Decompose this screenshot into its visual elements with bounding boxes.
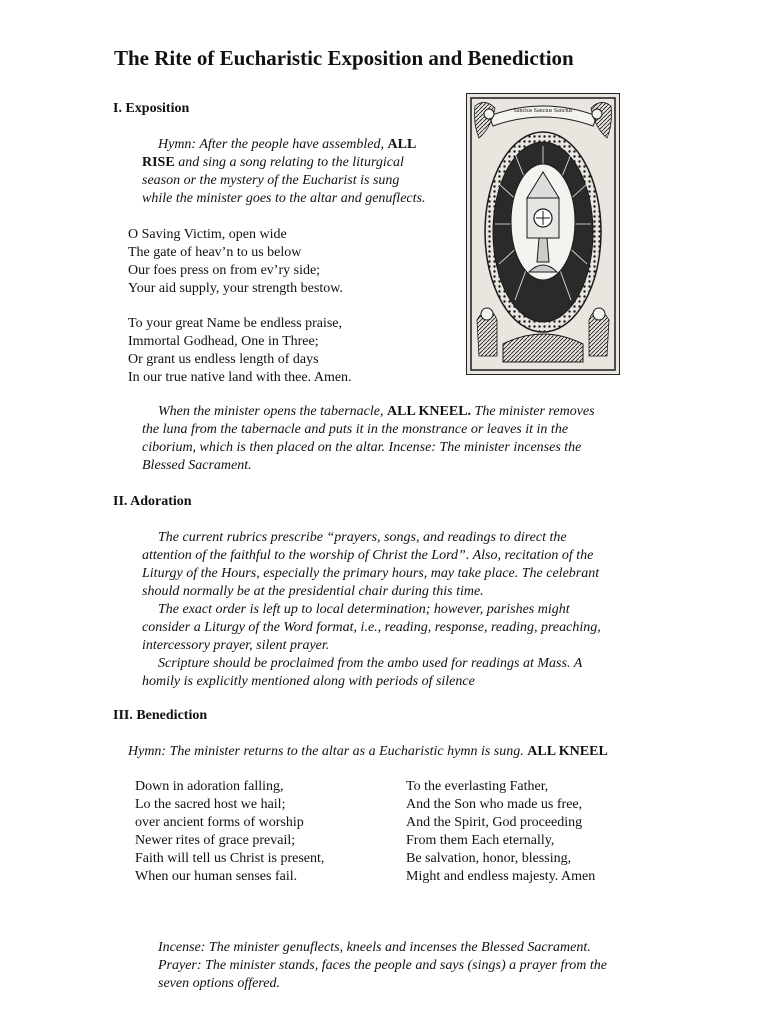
verse-line: Immortal Godhead, One in Three; — [128, 334, 319, 349]
adoration-line: intercessory prayer, silent prayer. — [142, 638, 330, 653]
verse-line: Or grant us endless length of days — [128, 352, 319, 367]
prayer-instruction: Prayer: The minister stands, faces the people and says (sings) a prayer from the — [158, 958, 607, 973]
section-heading-exposition: I. Exposition — [113, 101, 190, 116]
adoration-line: Liturgy of the Hours, especially the primary hours, may take place. The celebrant — [142, 566, 600, 581]
verse-line: In our true native land with thee. Amen. — [128, 370, 352, 385]
section-heading-benediction: III. Benediction — [113, 708, 208, 723]
closing-instructions — [158, 939, 607, 993]
verse-line: To the everlasting Father, — [406, 779, 549, 794]
adoration-line: consider a Liturgy of the Word format, i.e., reading, response, reading, preaching, — [142, 620, 601, 635]
hymn-verse-2 — [128, 315, 352, 387]
verse-line: From them Each eternally, — [406, 833, 555, 848]
verse-line: Be salvation, honor, blessing, — [406, 851, 572, 866]
verse-line: Down in adoration falling, — [135, 779, 284, 794]
verse-line: The gate of heav’n to us below — [128, 245, 302, 260]
instruction-text: The minister removes — [471, 404, 595, 419]
verse-line: When our human senses fail. — [135, 869, 298, 884]
document-title: The Rite of Eucharistic Exposition and Benediction — [114, 46, 574, 70]
verse-line: And the Son who made us free, — [406, 797, 583, 812]
benediction-verse-right — [406, 778, 595, 886]
verse-line: To your great Name be endless praise, — [128, 316, 342, 331]
adoration-line: attention of the faithful to the worship of Christ the Lord”. Also, recitation of the — [142, 548, 594, 563]
adoration-line: should normally be at the presidential chair during this time. — [142, 584, 484, 599]
hymn-instruction-text: and sing a song relating to the liturgical — [174, 155, 404, 170]
monstrance-holy-card-icon — [466, 93, 620, 375]
rise-bold: RISE — [142, 155, 175, 170]
benediction-verse-left — [135, 778, 324, 886]
verse-line: Our foes press on from ev’ry side; — [128, 263, 321, 278]
verse-line: Faith will tell us Christ is present, — [135, 851, 325, 866]
verse-line: Might and endless majesty. Amen — [406, 869, 596, 884]
tabernacle-instruction — [142, 403, 595, 475]
verse-line: over ancient forms of worship — [135, 815, 304, 830]
hymn-instruction-text: season or the mystery of the Eucharist is sung — [142, 173, 400, 188]
hymn-instruction-text: Hymn: After the people have assembled, — [158, 137, 388, 152]
instruction-text: When the minister opens the tabernacle, — [158, 404, 388, 419]
benediction-hymn-instruction — [128, 743, 608, 761]
all-kneel-bold: ALL KNEEL. — [387, 404, 472, 419]
adoration-text — [142, 529, 601, 691]
adoration-line: The current rubrics prescribe “prayers, songs, and readings to direct the — [158, 530, 567, 545]
prayer-instruction: seven options offered. — [158, 976, 280, 991]
adoration-line: homily is explicitly mentioned along with periods of silence — [142, 674, 475, 689]
instruction-text: Blessed Sacrament. — [142, 458, 252, 473]
hymn-instruction-text: while the minister goes to the altar and genuflects. — [142, 191, 426, 206]
verse-line: Lo the sacred host we hail; — [135, 797, 286, 812]
all-rise-bold: ALL — [387, 137, 417, 152]
adoration-line: The exact order is left up to local determination; however, parishes might — [158, 602, 570, 617]
instruction-text: ciborium, which is then placed on the altar. Incense: The minister incenses the — [142, 440, 582, 455]
instruction-text: the luna from the tabernacle and puts it in the monstrance or leaves it in the — [142, 422, 569, 437]
section-heading-adoration: II. Adoration — [113, 494, 192, 509]
verse-line: Your aid supply, your strength bestow. — [128, 281, 343, 296]
verse-line: O Saving Victim, open wide — [128, 227, 287, 242]
hymn-verse-1 — [128, 226, 343, 298]
incense-instruction: Incense: The minister genuflects, kneels and incenses the Blessed Sacrament. — [158, 940, 591, 955]
verse-line: And the Spirit, God proceeding — [406, 815, 583, 830]
adoration-line: Scripture should be proclaimed from the ambo used for readings at Mass. A — [158, 656, 583, 671]
instruction-text: Hymn: The minister returns to the altar as a Eucharistic hymn is sung. — [128, 744, 528, 759]
all-kneel-bold: ALL KNEEL — [527, 744, 608, 759]
holy-card-banner-text: Sanctus Sanctus Sanctus — [513, 108, 573, 114]
exposition-hymn-instruction — [142, 136, 425, 208]
verse-line: Newer rites of grace prevail; — [135, 833, 296, 848]
